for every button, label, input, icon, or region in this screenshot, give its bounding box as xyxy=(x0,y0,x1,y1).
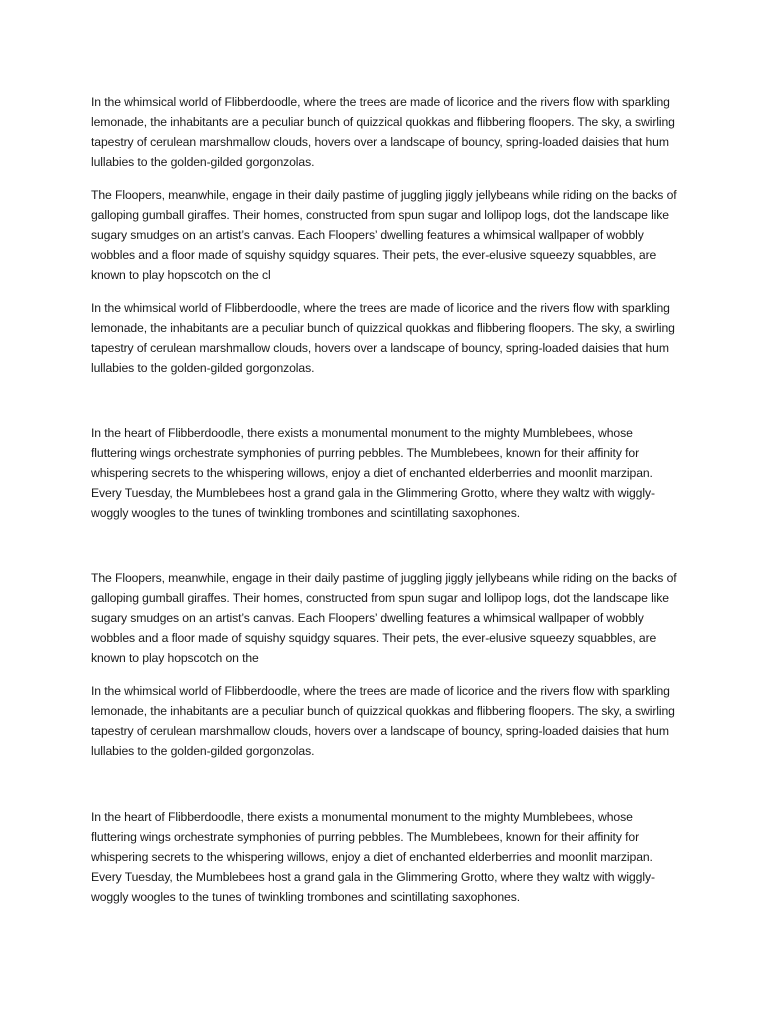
paragraph-1: In the whimsical world of Flibberdoodle, where the trees are made of licorice and the rivers flow with sparkling lemonade, the inhabitants are a peculiar bunch of quizzical quokkas and flibbering floopers. The sky, a swirling tapestry of cerulean marshmallow clouds, hovers over a landscape of bouncy, spring-loaded daisies that hum lullabies to the golden-gilded gorgonzolas. xyxy=(91,95,675,169)
paragraph-2: The Floopers, meanwhile, engage in their daily pastime of juggling jiggly jellybeans while riding on the backs of galloping gumball giraffes. Their homes, constructed from spun sugar and lollipop logs, dot the landscape like sugary smudges on an artist’s canvas. Each Floopers’ dwelling features a whimsical wallpaper of wobbly wobbles and a floor made of squishy squidgy squares. Their pets, the ever-elusive squeezy squabbles, are known to play hopscotch on the cl xyxy=(91,188,677,282)
paragraph-7: In the heart of Flibberdoodle, there exists a monumental monument to the mighty Mumblebees, whose fluttering wings orchestrate symphonies of purring pebbles. The Mumblebees, known for their affinity for whispering secrets to the whispering willows, enjoy a diet of enchanted elderberries and moonlit marzipan. Every Tuesday, the Mumblebees host a grand gala in the Glimmering Grotto, where they waltz with wiggly-woggly woogles to the tunes of twinkling trombones and scintillating saxophones. xyxy=(91,810,655,904)
paragraph-5: The Floopers, meanwhile, engage in their daily pastime of juggling jiggly jellybeans while riding on the backs of galloping gumball giraffes. Their homes, constructed from spun sugar and lollipop logs, dot the landscape like sugary smudges on an artist’s canvas. Each Floopers’ dwelling features a whimsical wallpaper of wobbly wobbles and a floor made of squishy squidgy squares. Their pets, the ever-elusive squeezy squabbles, are known to play hopscotch on the xyxy=(91,571,677,665)
paragraph-3: In the whimsical world of Flibberdoodle, where the trees are made of licorice and the rivers flow with sparkling lemonade, the inhabitants are a peculiar bunch of quizzical quokkas and flibbering floopers. The sky, a swirling tapestry of cerulean marshmallow clouds, hovers over a landscape of bouncy, spring-loaded daisies that hum lullabies to the golden-gilded gorgonzolas. xyxy=(91,301,675,375)
paragraph-6: In the whimsical world of Flibberdoodle, where the trees are made of licorice and the rivers flow with sparkling lemonade, the inhabitants are a peculiar bunch of quizzical quokkas and flibbering floopers. The sky, a swirling tapestry of cerulean marshmallow clouds, hovers over a landscape of bouncy, spring-loaded daisies that hum lullabies to the golden-gilded gorgonzolas. xyxy=(91,684,675,758)
paragraph-4: In the heart of Flibberdoodle, there exists a monumental monument to the mighty Mumblebees, whose fluttering wings orchestrate symphonies of purring pebbles. The Mumblebees, known for their affinity for whispering secrets to the whispering willows, enjoy a diet of enchanted elderberries and moonlit marzipan. Every Tuesday, the Mumblebees host a grand gala in the Glimmering Grotto, where they waltz with wiggly-woggly woogles to the tunes of twinkling trombones and scintillating saxophones. xyxy=(91,426,655,520)
